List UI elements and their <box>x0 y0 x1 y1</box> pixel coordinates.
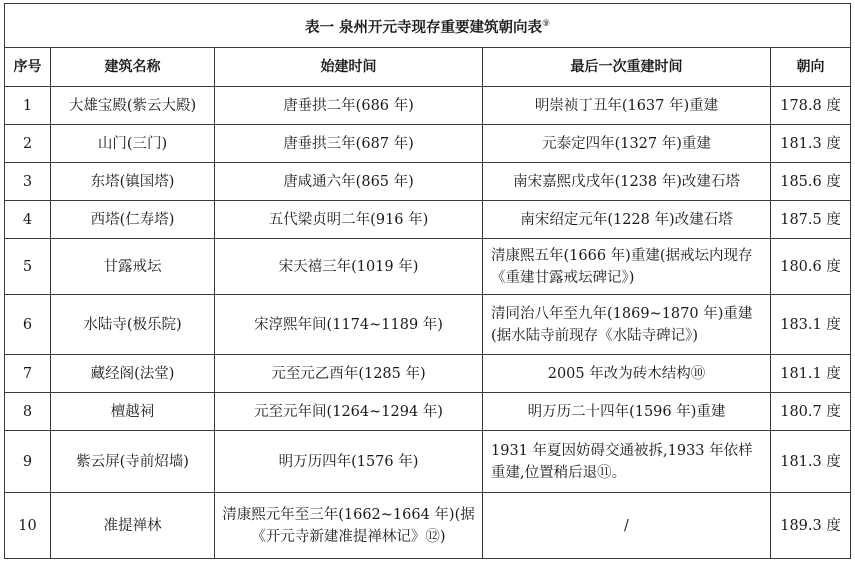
title-footnote: ⑨ <box>542 18 551 29</box>
cell-start: 唐垂拱三年(687 年) <box>215 125 483 163</box>
table-row <box>5 493 851 559</box>
cell-direction: 178.8 度 <box>771 87 851 125</box>
table-row <box>5 125 851 163</box>
cell-idx: 2 <box>5 125 51 163</box>
cell-start: 清康熙元年至三年(1662~1664 年)(据《开元寺新建准提禅林记》⑫) <box>215 493 483 559</box>
table-row <box>5 431 851 493</box>
table-row <box>5 295 851 355</box>
cell-rebuild: 南宋嘉熙戊戌年(1238 年)改建石塔 <box>483 163 771 201</box>
cell-rebuild: 2005 年改为砖木结构⑩ <box>483 355 771 393</box>
cell-rebuild: 1931 年夏因妨碍交通被拆,1933 年依样重建,位置稍后退⑪。 <box>483 431 771 493</box>
cell-idx: 6 <box>5 295 51 355</box>
cell-direction: 180.6 度 <box>771 239 851 295</box>
cell-idx: 10 <box>5 493 51 559</box>
cell-direction: 180.7 度 <box>771 393 851 431</box>
cell-idx: 7 <box>5 355 51 393</box>
orientation-table <box>4 3 851 559</box>
table-row <box>5 163 851 201</box>
cell-start: 明万历四年(1576 年) <box>215 431 483 493</box>
cell-name: 大雄宝殿(紫云大殿) <box>51 87 215 125</box>
cell-direction: 183.1 度 <box>771 295 851 355</box>
cell-direction: 189.3 度 <box>771 493 851 559</box>
cell-name: 藏经阁(法堂) <box>51 355 215 393</box>
cell-start: 唐咸通六年(865 年) <box>215 163 483 201</box>
cell-rebuild: 南宋绍定元年(1228 年)改建石塔 <box>483 201 771 239</box>
cell-direction: 187.5 度 <box>771 201 851 239</box>
cell-idx: 3 <box>5 163 51 201</box>
table-row <box>5 239 851 295</box>
header-direction: 朝向 <box>771 48 851 87</box>
cell-start: 宋淳熙年间(1174~1189 年) <box>215 295 483 355</box>
table-row <box>5 201 851 239</box>
table-row <box>5 393 851 431</box>
table-title <box>5 4 851 48</box>
cell-idx: 9 <box>5 431 51 493</box>
cell-name: 准提禅林 <box>51 493 215 559</box>
cell-idx: 5 <box>5 239 51 295</box>
cell-rebuild: 明崇祯丁丑年(1637 年)重建 <box>483 87 771 125</box>
cell-start: 唐垂拱二年(686 年) <box>215 87 483 125</box>
cell-name: 西塔(仁寿塔) <box>51 201 215 239</box>
cell-idx: 1 <box>5 87 51 125</box>
cell-idx: 4 <box>5 201 51 239</box>
cell-rebuild: 明万历二十四年(1596 年)重建 <box>483 393 771 431</box>
cell-idx: 8 <box>5 393 51 431</box>
cell-rebuild: / <box>483 493 771 559</box>
cell-name: 檀越祠 <box>51 393 215 431</box>
header-row <box>5 48 851 87</box>
header-rebuild: 最后一次重建时间 <box>483 48 771 87</box>
table-title-text: 表一 泉州开元寺现存重要建筑朝向表 <box>304 19 543 36</box>
cell-name: 水陆寺(极乐院) <box>51 295 215 355</box>
cell-start: 宋天禧三年(1019 年) <box>215 239 483 295</box>
header-name: 建筑名称 <box>51 48 215 87</box>
header-start: 始建时间 <box>215 48 483 87</box>
cell-rebuild: 元泰定四年(1327 年)重建 <box>483 125 771 163</box>
table-row <box>5 355 851 393</box>
cell-name: 紫云屏(寺前炤墙) <box>51 431 215 493</box>
header-idx: 序号 <box>5 48 51 87</box>
cell-start: 五代梁贞明二年(916 年) <box>215 201 483 239</box>
cell-direction: 185.6 度 <box>771 163 851 201</box>
table-row <box>5 87 851 125</box>
cell-rebuild: 清康熙五年(1666 年)重建(据戒坛内现存《重建甘露戒坛碑记》) <box>483 239 771 295</box>
cell-rebuild: 清同治八年至九年(1869~1870 年)重建(据水陆寺前现存《水陆寺碑记》) <box>483 295 771 355</box>
cell-name: 甘露戒坛 <box>51 239 215 295</box>
cell-direction: 181.3 度 <box>771 431 851 493</box>
table-container <box>4 3 850 559</box>
cell-name: 山门(三门) <box>51 125 215 163</box>
cell-name: 东塔(镇国塔) <box>51 163 215 201</box>
cell-direction: 181.1 度 <box>771 355 851 393</box>
cell-direction: 181.3 度 <box>771 125 851 163</box>
cell-start: 元至元年间(1264~1294 年) <box>215 393 483 431</box>
cell-start: 元至元乙酉年(1285 年) <box>215 355 483 393</box>
